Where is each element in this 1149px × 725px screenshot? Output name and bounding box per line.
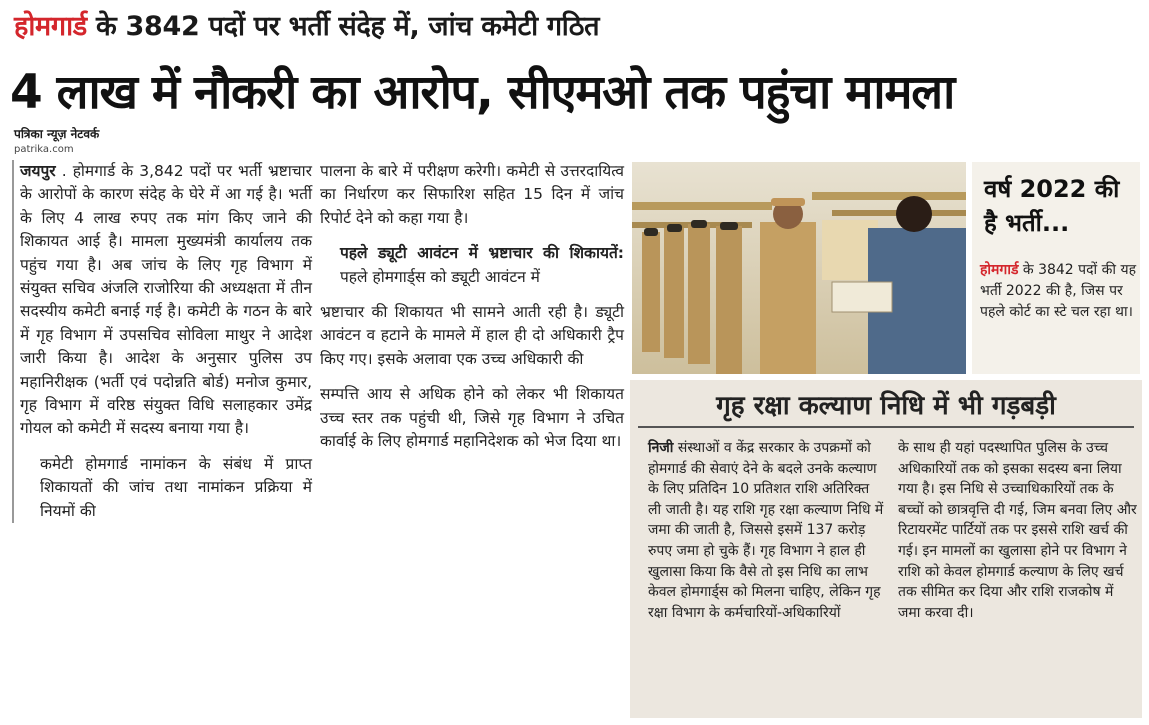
para-1-text: . होमगार्ड के 3,842 पदों पर भर्ती भ्रष्टाचार के आरोपों के कारण संदेह के घेरे में आ गई है। भर्ती के लिए 4 लाख रुपए तक मांग किए जाने की शिकायत आई है। मामला मुख्यमंत्री कार्यालय तक पहुंच गया है। अब जांच के लिए गृह विभाग में संयुक्त सचिव अंजलि राजोरिया की अध्यक्षता में तीन सदस्यीय कमेटी बनाई गई है। कमेटी के गठन के बारे में गृह विभाग में उपसचिव सोविला माथुर ने आदेश जारी किया है। आदेश के अनुसार पुलिस उप महानिरीक्षक (भर्ती एवं पदोन्नति बोर्ड) मनोज कुमार, गृह विभाग में वरिष्ठ संयुक्त विधि सलाहकार उमेंद्र गोयल को कमेटी में सदस्य बनाया गया है। bbox=[20, 162, 312, 438]
box-column-1 bbox=[648, 438, 884, 623]
byline: पत्रिका न्यूज़ नेटवर्क bbox=[14, 127, 100, 141]
subhead: पहले ड्यूटी आवंटन में भ्रष्टाचार की शिकायतें: bbox=[340, 244, 624, 263]
kicker-headline bbox=[14, 6, 599, 48]
para-4: भ्रष्टाचार की शिकायत भी सामने आती रही है। ड्यूटी आवंटन व हटाने के मामले में हाल ही दो अधिकारी ट्रैप किए गए। इसके अलावा एक उच्च अधिकारी की bbox=[320, 303, 624, 368]
sidebar-body bbox=[980, 260, 1136, 323]
para-1 bbox=[20, 160, 312, 441]
box-column-1-text: संस्थाओं व केंद्र सरकार के उपक्रमों को होमगार्ड की सेवाएं देने के बदले उनके कल्याण के लिए प्रतिदिन 10 प्रतिशत राशि अतिरिक्त ली जाती है। यह राशि गृह रक्षा कल्याण निधि में जमा की जाती है, जिससे इसमें 137 करोड़ रुपए जमा हो चुके हैं। गृह विभाग ने हाल ही खुलासा किया कि वैसे तो इस निधि का लाभ केवल होमगार्ड्स को मिलना चाहिए, लेकिन गृह रक्षा विभाग के कर्मचारियों-अधिकारियों bbox=[648, 440, 884, 621]
box-title: गृह रक्षा कल्याण निधि में भी गड़बड़ी bbox=[638, 386, 1134, 428]
para-3: पालना के बारे में परीक्षण करेगी। कमेटी से उत्तरदायित्व का निर्धारण कर सिफारिश सहित 15 दिन में जांच रिपोर्ट देने को कहा गया है। bbox=[320, 162, 624, 227]
spacer bbox=[320, 289, 624, 301]
site-url: patrika.com bbox=[14, 144, 74, 155]
sidebar-title: वर्ष 2022 की है भर्ती... bbox=[984, 175, 1120, 237]
kicker-text: के 3842 पदों पर भर्ती संदेह में, जांच कमेटी गठित bbox=[86, 11, 600, 42]
news-photo bbox=[632, 162, 966, 374]
article-column-1 bbox=[12, 160, 312, 523]
subhead-paragraph bbox=[320, 242, 624, 289]
sidebar-highlight: होमगार्ड bbox=[980, 262, 1019, 278]
box-lead: निजी bbox=[648, 440, 674, 456]
spacer bbox=[320, 230, 624, 242]
kicker-highlight: होमगार्ड bbox=[14, 11, 87, 42]
welfare-fund-box bbox=[630, 380, 1142, 718]
sidebar-box bbox=[972, 162, 1140, 374]
photo-illustration bbox=[632, 162, 966, 374]
para-2: कमेटी होमगार्ड नामांकन के संबंध में प्राप्त शिकायतों की जांच तथा नामांकन प्रक्रिया में नियमों की bbox=[40, 454, 312, 520]
spacer bbox=[20, 441, 312, 453]
subhead-text: पहले होमगार्ड्स को ड्यूटी आवंटन में bbox=[340, 267, 540, 286]
dateline: जयपुर bbox=[20, 162, 56, 180]
spacer bbox=[320, 371, 624, 383]
para-5: सम्पत्ति आय से अधिक होने को लेकर भी शिकायत उच्च स्तर तक पहुंची थी, जिसे गृह विभाग ने उचित कार्वाई के लिए होमगार्ड महानिदेशक को भेज दिया था। bbox=[320, 385, 624, 451]
box-column-2: के साथ ही यहां पदस्थापित पुलिस के उच्च अधिकारियों तक को इसका सदस्य बना लिया गया है। इस निधि से उच्चाधिकारियों तक के बच्चों को छात्रवृत्ति दी गई, जिम बनवा लिए और रिटायरमेंट पार्टियों तक पर इससे राशि खर्च की गई। इन मामलों का खुलासा होने पर विभाग ने राशि को केवल होमगार्ड कल्याण के लिए खर्च तक सीमित कर दिया और राशि राजकोष में जमा करवा दी। bbox=[898, 440, 1137, 621]
main-headline: 4 लाख में नौकरी का आरोप, सीएमओ तक पहुंचा मामला bbox=[10, 65, 955, 120]
article-column-2 bbox=[320, 160, 624, 453]
sidebar-text: के 3842 पदों की यह भर्ती 2022 की है, जिस पर पहले कोर्ट का स्टे चल रहा था। bbox=[980, 262, 1137, 320]
